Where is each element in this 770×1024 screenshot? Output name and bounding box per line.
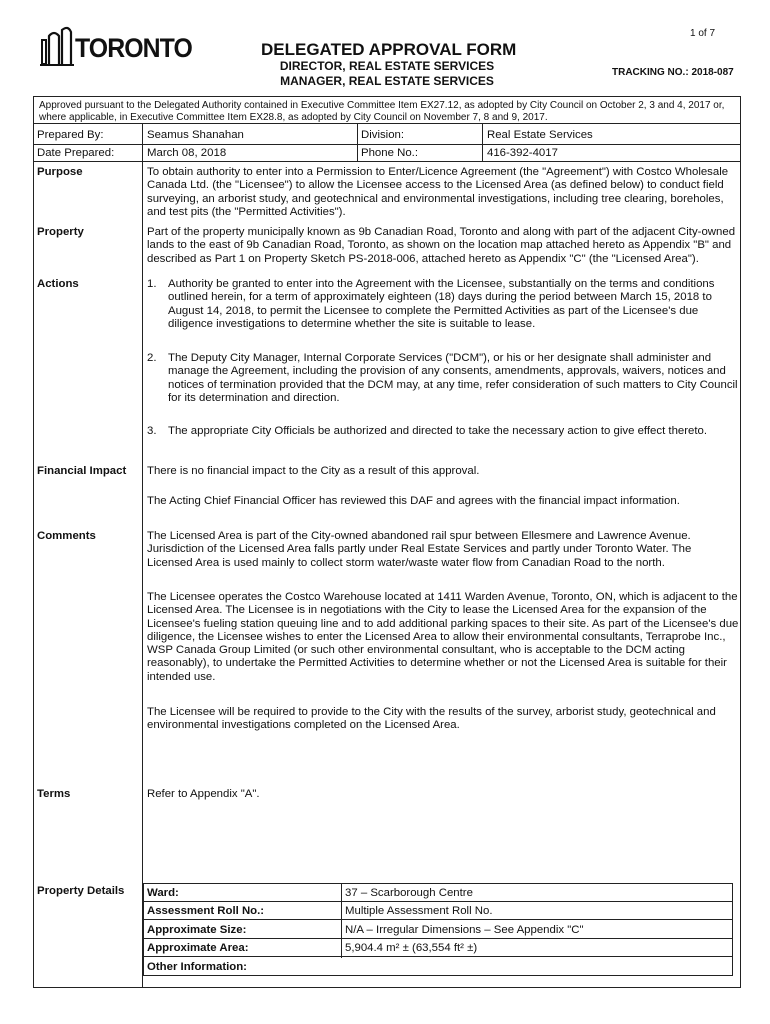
approval-authority-note: Approved pursuant to the Delegated Authority contained in Executive Committee Item EX27.12, as adopted by City Council on October 2, 3 and 4, 2017 or, where applicable, in Executive Committee Item EX28.8, as adopted by City Council on November 7, 8 and 9, 2017. xyxy=(33,96,741,124)
subtitle-line-1: DIRECTOR, REAL ESTATE SERVICES xyxy=(279,59,495,73)
prepared-by-value: Seamus Shanahan xyxy=(147,129,244,141)
approximate-area-value: 5,904.4 m² ± (63,554 ft² ±) xyxy=(345,942,478,954)
other-information-key: Other Information: xyxy=(147,961,247,973)
form-subtitle xyxy=(272,59,502,89)
label-column-divider xyxy=(142,161,143,988)
action-2-number: 2. xyxy=(147,352,157,364)
approximate-size-key: Approximate Size: xyxy=(147,924,247,936)
comments-text-3: The Licensee will be required to provide to the City with the results of the survey, arborist study, geotechnical and environmental investigations completed on the Licensed Area. xyxy=(147,706,716,732)
date-prepared-value: March 08, 2018 xyxy=(147,147,227,159)
financial-impact-label: Financial Impact xyxy=(37,465,127,477)
property-text: Part of the property municipally known as 9b Canadian Road, Toronto and along with part of the adjacent City-owned lands to the east of 9b Canadian Road, Toronto, as shown on the location map attached hereto as Appendix "B" and described as Part 1 on Property Sketch PS-2018-006, attached hereto as Appendix "C" (the "Licensed Area"). xyxy=(147,226,736,265)
property-details-table xyxy=(143,883,733,976)
info-table-bottom xyxy=(33,161,741,162)
phone-label: Phone No.: xyxy=(361,147,418,159)
table-row xyxy=(144,958,732,976)
table-row xyxy=(144,939,732,957)
table-row xyxy=(144,902,732,920)
table-row xyxy=(144,884,732,902)
action-1-number: 1. xyxy=(147,278,157,290)
assessment-roll-key: Assessment Roll No.: xyxy=(147,905,265,917)
comments-text-2: The Licensee operates the Costco Warehouse located at 1411 Warden Avenue, Toronto, ON, which is adjacent to the Licensed Area. The Licensee is in negotiations with the City to lease the Licensed Area for the expansion of the Licensee's fueling station queuing line and to add additional parking spaces to their site. As part of the Licensee's due diligence, the Licensee wishes to enter the Licensed Area to allow their environmental consultants, Terraprobe Inc., WSP Canada Group Limited (or such other environmental consultant, who is acceptable to the DCM acting reasonably), to undertake the Permitted Activities to determine whether or not the Licensed Area is suitable for their intended use. xyxy=(147,591,739,683)
purpose-text: To obtain authority to enter into a Permission to Enter/Licence Agreement (the "Agreement") with Costco Wholesale Canada Ltd. (the "Licensee") to allow the Licensee access to the Licensed Area (as defined below) to conduct field surveying, an arborist study, and geotechnical and environmental investigations, including tree clearing, boreholes, and test pits (the "Permitted Activities"). xyxy=(147,166,729,218)
action-2-text: The Deputy City Manager, Internal Corporate Services ("DCM"), or his or her designate shall administer and manage the Agreement, including the provision of any consents, amendments, approvals, waivers, notices and notices of termination provided that the DCM may, at any time, refer consideration of such matters to City Council for its determination and direction. xyxy=(168,352,738,404)
purpose-label: Purpose xyxy=(37,166,83,178)
logo-text: TORONTO xyxy=(75,33,192,63)
toronto-city-hall-logo xyxy=(40,26,74,68)
approximate-area-key: Approximate Area: xyxy=(147,942,249,954)
actions-label: Actions xyxy=(37,278,79,290)
ward-key: Ward: xyxy=(147,887,179,899)
prepared-by-label: Prepared By: xyxy=(37,129,104,141)
division-label: Division: xyxy=(361,129,405,141)
tracking-number xyxy=(612,67,734,78)
subtitle-line-2: MANAGER, REAL ESTATE SERVICES xyxy=(280,74,494,88)
comments-text-1: The Licensed Area is part of the City-owned abandoned rail spur between Ellesmere and Lawrence Avenue. Jurisdiction of the Licensed Area falls partly under Real Estate Services and partly under Toronto Water. The Licensed Area is used mainly to collect storm water/waste water flow from Canadian Road to the north. xyxy=(147,530,692,569)
property-details-col-divider xyxy=(341,884,342,958)
action-3-number: 3. xyxy=(147,425,157,437)
info-row-divider xyxy=(33,144,741,145)
info-col-divider xyxy=(357,124,358,161)
assessment-roll-value: Multiple Assessment Roll No. xyxy=(345,905,493,917)
ward-value: 37 – Scarborough Centre xyxy=(345,887,473,899)
tracking-value: 2018-087 xyxy=(691,67,734,78)
approximate-size-value: N/A – Irregular Dimensions – See Appendix "C" xyxy=(345,924,584,936)
comments-label: Comments xyxy=(37,530,96,542)
financial-impact-text-2: The Acting Chief Financial Officer has reviewed this DAF and agrees with the financial impact information. xyxy=(147,495,680,507)
terms-text: Refer to Appendix "A". xyxy=(147,788,260,800)
property-details-label: Property Details xyxy=(37,885,125,897)
financial-impact-text-1: There is no financial impact to the City as a result of this approval. xyxy=(147,465,480,477)
action-1-text: Authority be granted to enter into the Agreement with the Licensee, substantially on the terms and conditions outlined herein, for a term of approximately eighteen (18) days during the period between March 15, 2018 to August 14, 2018, to permit the Licensee to complete the Permitted Activities as part of the Licensee's due diligence investigations to determine whether the site is suitable to lease. xyxy=(168,278,715,330)
action-3-text: The appropriate City Officials be authorized and directed to take the necessary action to give effect thereto. xyxy=(168,425,708,437)
phone-value: 416-392-4017 xyxy=(487,147,558,159)
info-col-divider xyxy=(142,124,143,161)
property-label: Property xyxy=(37,226,84,238)
date-prepared-label: Date Prepared: xyxy=(37,147,115,159)
page-number: 1 of 7 xyxy=(690,28,716,39)
table-row xyxy=(144,921,732,939)
form-title: DELEGATED APPROVAL FORM xyxy=(261,40,517,59)
tracking-label: TRACKING NO.: xyxy=(612,67,689,78)
terms-label: Terms xyxy=(37,788,71,800)
info-col-divider xyxy=(482,124,483,161)
division-value: Real Estate Services xyxy=(487,129,593,141)
